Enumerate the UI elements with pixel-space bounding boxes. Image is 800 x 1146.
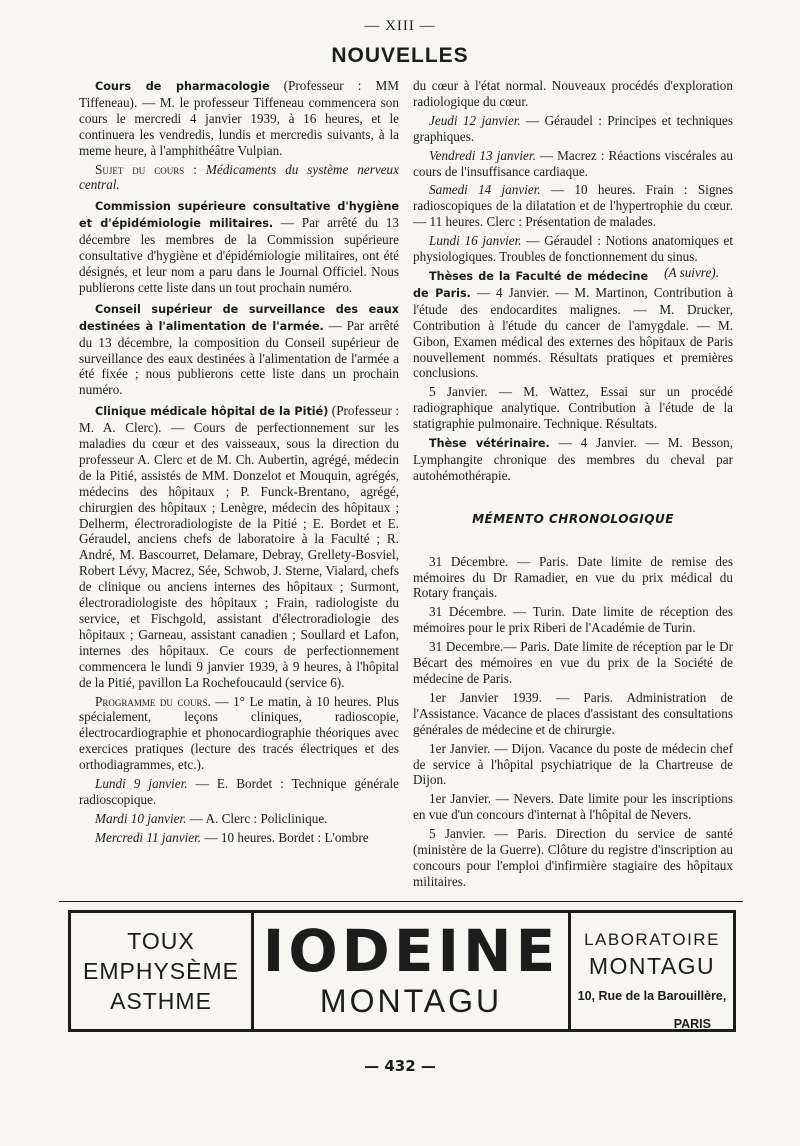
news-item-sujet: [79, 162, 399, 194]
news-heading: Thèses de la Faculté de médecine de Paris.: [413, 269, 649, 300]
ad-indication-asthme: ASTHME: [110, 988, 212, 1014]
memento-entry: 31 Décembre. — Paris. Date limite de remise des mémoires du Dr Ramadier, en vue du prix médical du Rotary français.: [413, 553, 733, 601]
memento-entry: 1er Janvier. — Nevers. Date limite pour les inscriptions en vue d'un concours d'internat à l'hôpital de Nevers.: [413, 791, 733, 823]
ad-indication-toux: TOUX: [127, 928, 195, 954]
news-body: — Par arrêté du 13 décembre les membres de la Commission supérieure consultative d'hygiène et d'épidémiologie militaires, ont été désignés, et leur nom a paru dans le Journal Officiel. Nous publierons cette liste dans un tout prochain numéro.: [79, 215, 399, 295]
ad-lab-address: 10, Rue de la Barouillère,: [577, 989, 727, 1003]
schedule-item: [79, 811, 399, 827]
schedule-date: Mercredi 11 janvier.: [95, 829, 202, 845]
right-column: [413, 78, 733, 893]
news-heading: Sujet du cours :: [95, 161, 197, 177]
schedule-item: [79, 830, 399, 846]
news-item-these-veterinaire: [413, 435, 733, 484]
ad-lab-city: PARIS: [673, 1017, 711, 1031]
news-item-theses-5-janvier: 5 Janvier. — M. Wattez, Essai sur un procédé radiographique analytique. Contribution à l'étude de la statigraphie pulmonaire. Technique. Résultats.: [413, 384, 733, 432]
schedule-continuation: du cœur à l'état normal. Nouveaux procédés d'exploration radiologique du cœur.: [413, 78, 733, 109]
schedule-text: — 10 heures. Bordet : L'ombre: [201, 829, 369, 845]
memento-entry: 31 Décembre. — Turin. Date limite de réception des mémoires pour le prix Riberi de l'Académie de Turin.: [413, 604, 733, 636]
schedule-date: Samedi 14 janvier.: [429, 182, 541, 198]
news-item-commission: [79, 198, 399, 295]
advertisement-box: [68, 910, 736, 1032]
schedule-date: Vendredi 13 janvier.: [429, 147, 536, 163]
schedule-date: Mardi 10 janvier.: [95, 810, 187, 826]
separator-rule: [59, 901, 743, 902]
news-body: (Professeur : MM Tiffeneau). — M. le professeur Tiffeneau commencera son cours le mercredi 4 janvier 1939, à 16 heures, et le continuera les vendredis, lundis et mercredis suivants, à la meme heure, à l'amphithéâtre Vulpian.: [79, 78, 399, 158]
news-item-clinique-pitie: [79, 403, 399, 690]
section-title: NOUVELLES: [331, 44, 469, 67]
ad-brand-name: IODEINE: [262, 917, 560, 985]
ad-lab-title: LABORATOIRE: [584, 930, 720, 949]
schedule-text: — Macrez : Réactions viscérales au cours de l'insuffisance cardiaque.: [413, 147, 734, 179]
news-body: — Par arrêté du 13 décembre, la composition du Conseil supérieur de surveillance des eaux destinées à l'alimentation de l'armée a été fixée ; nous publierons cette liste dans un prochain numéro.: [79, 317, 399, 398]
ad-indication-emphyseme: EMPHYSÈME: [83, 958, 239, 984]
schedule-item: [413, 148, 733, 180]
schedule-text: — Géraudel : Principes et techniques graphiques.: [413, 112, 733, 144]
memento-entry: 31 Decembre.— Paris. Date limite de réception par le Dr Bécart des mémoires en vue du prix de la Société de médecine de Paris.: [413, 639, 733, 686]
schedule-date: Lundi 16 janvier.: [429, 233, 522, 249]
schedule-date: Lundi 9 janvier.: [95, 776, 188, 792]
news-body: (Professeur : M. A. Clerc). — Cours de perfectionnement sur les maladies du cœur et des vaisseaux, sous la direction du professeur A. Clerc et de M. Ch. Aubertin, agrégé, médecin de la Pitié, assistés de MM. Donzelot et Mouquin, agrégés, médecins des hôpitaux ; P. Funck-Brentano, agrégé, chirurgien des hôpitaux ; Lenègre, médecin des hôpitaux ; Delherm, électroradiologiste de la Pitié ; E. Bordet et E. Géraudel, anciens chefs de laboratoire à la Faculté ; R. André, M. Bascourret, Delamare, Debray, Grellety-Bosviel, Robert Lévy, Macrez, Sée, Schwob, J. Sterne, Vialard, chefs de clinique ou anciens internes des hôpitaux ; Surmont, électroradiologiste des hôpitaux ; Frain, radiologiste du service, et Fischgold, assistant d'électroradiologie des hôpitaux ; Garneau, assistant canadien ; Soullard et Lafon, internes des hôpitaux. Ce cours de perfectionnement commencera le lundi 9 janvier 1939, à 9 heures, à l'hôpital de la Pitié, pavillon La Rochefoucauld (service 6).: [79, 403, 399, 690]
news-item-theses: [413, 268, 733, 381]
memento-title: MÉMENTO CHRONOLOGIQUE: [472, 511, 674, 526]
news-heading: Thèse vétérinaire.: [429, 437, 550, 451]
ad-brand-maker: MONTAGU: [319, 983, 503, 1019]
news-item-conseil: [79, 301, 399, 398]
left-column: [79, 78, 399, 849]
schedule-text: — A. Clerc : Policlinique.: [186, 810, 328, 826]
schedule-text: — Géraudel : Notions anatomiques et physiologiques. Troubles de fonctionnement du sinus.: [413, 233, 733, 265]
schedule-item: [413, 113, 733, 145]
news-heading: Programme du cours.: [95, 693, 211, 709]
schedule-item: [79, 776, 399, 808]
ad-laboratory: [571, 913, 733, 1029]
schedule-date: Jeudi 12 janvier.: [429, 112, 521, 128]
news-body: — 1° Le matin, à 10 heures. Plus spécialement, leçons cliniques, radioscopie, électrocardiographie et phonocardiographie théoriques avec exercices pratiques (lecture des tracés électriques et des orthodiagrammes, etc.).: [79, 693, 399, 773]
news-body: Médicaments du système nerveux central.: [79, 161, 399, 193]
memento-entry: 5 Janvier. — Paris. Direction du service de santé (ministère de la Guerre). Clôture du registre d'inscription au concours pour l'emploi d'infirmière stagiaire des hôpitaux militaires.: [413, 826, 733, 889]
schedule-text: — E. Bordet : Technique générale radioscopique.: [79, 776, 399, 807]
ad-brand-panel: [251, 913, 571, 1029]
page-folio-roman: — XIII —: [364, 18, 436, 34]
news-item-pharmacologie: [79, 78, 399, 159]
news-item-programme: [79, 694, 399, 774]
ad-lab-name: MONTAGU: [588, 953, 716, 979]
schedule-item: [413, 182, 733, 230]
ad-indications: [71, 913, 251, 1029]
news-heading: Commission supérieure consultative d'hygiène et d'épidémiologie militaires.: [79, 200, 399, 231]
schedule-item: [413, 233, 733, 280]
memento-entry: 1er Janvier. — Dijon. Vacance du poste de médecin chef de service à l'hôpital psychiatrique de la Chartreuse de Dijon.: [413, 740, 733, 788]
schedule-text: — 10 heures. Frain : Signes radioscopiques de la dilatation et de l'hypertrophie du cœur. — 11 heures. Clerc : Présentation de malades.: [413, 182, 734, 230]
a-suivre-note: (A suivre).: [664, 264, 719, 280]
news-heading: Conseil supérieur de surveillance des eaux destinées à l'alimentation de l'armée.: [79, 302, 399, 333]
news-heading: Cours de pharmacologie: [95, 80, 270, 93]
memento-entry: 1er Janvier 1939. — Paris. Administration de l'Assistance. Vacance de places d'assistant des consultations générales de médecine et de chirurgie.: [413, 689, 733, 737]
news-body: — 4 Janvier. — M. Besson, Lymphangite chronique des membres du cheval par autohémothérapie.: [413, 435, 733, 483]
page-number: — 432 —: [364, 1057, 436, 1075]
news-heading: Clinique médicale hôpital de la Pitié): [95, 405, 329, 419]
news-body: — 4 Janvier. — M. Martinon, Contribution à l'étude des endocardites malignes. — M. Drucker, Contribution à l'étude du cancer de l'amygdale. — M. Gibon, Examen médical des externes des hôpitaux de Paris nouvellement nommés. Résultats pratiques et premières conclusions.: [413, 284, 734, 381]
